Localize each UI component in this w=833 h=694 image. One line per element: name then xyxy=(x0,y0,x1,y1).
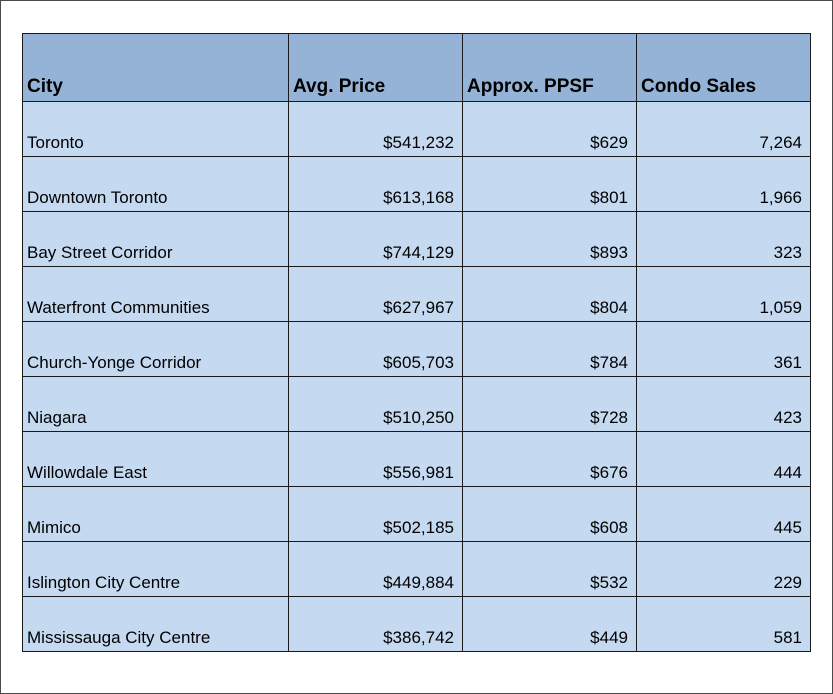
table-row xyxy=(23,212,811,267)
city-cell: Mimico xyxy=(23,487,289,542)
city-cell: Downtown Toronto xyxy=(23,157,289,212)
city-cell: Niagara xyxy=(23,377,289,432)
approx-ppsf-cell: $449 xyxy=(463,597,637,652)
table-row xyxy=(23,432,811,487)
condo-sales-cell: 423 xyxy=(637,377,811,432)
avg-price-cell: $605,703 xyxy=(289,322,463,377)
approx-ppsf-cell: $608 xyxy=(463,487,637,542)
approx-ppsf-cell: $784 xyxy=(463,322,637,377)
condo-sales-cell: 1,059 xyxy=(637,267,811,322)
condo-sales-cell: 323 xyxy=(637,212,811,267)
table-row xyxy=(23,157,811,212)
avg-price-cell: $386,742 xyxy=(289,597,463,652)
condo-sales-cell: 1,966 xyxy=(637,157,811,212)
table-row xyxy=(23,377,811,432)
condo-sales-cell: 7,264 xyxy=(637,102,811,157)
city-cell: Mississauga City Centre xyxy=(23,597,289,652)
avg-price-cell: $627,967 xyxy=(289,267,463,322)
avg-price-cell: $556,981 xyxy=(289,432,463,487)
column-header-city: City xyxy=(23,34,289,102)
approx-ppsf-cell: $801 xyxy=(463,157,637,212)
condo-sales-cell: 229 xyxy=(637,542,811,597)
avg-price-cell: $744,129 xyxy=(289,212,463,267)
avg-price-cell: $541,232 xyxy=(289,102,463,157)
approx-ppsf-cell: $804 xyxy=(463,267,637,322)
condo-sales-cell: 581 xyxy=(637,597,811,652)
table-row xyxy=(23,267,811,322)
approx-ppsf-cell: $629 xyxy=(463,102,637,157)
avg-price-cell: $449,884 xyxy=(289,542,463,597)
city-cell: Waterfront Communities xyxy=(23,267,289,322)
condo-sales-table xyxy=(22,33,811,652)
approx-ppsf-cell: $893 xyxy=(463,212,637,267)
avg-price-cell: $510,250 xyxy=(289,377,463,432)
avg-price-cell: $613,168 xyxy=(289,157,463,212)
table-body xyxy=(23,102,811,652)
condo-sales-cell: 444 xyxy=(637,432,811,487)
city-cell: Islington City Centre xyxy=(23,542,289,597)
column-header-avg-price: Avg. Price xyxy=(289,34,463,102)
city-cell: Bay Street Corridor xyxy=(23,212,289,267)
approx-ppsf-cell: $728 xyxy=(463,377,637,432)
city-cell: Willowdale East xyxy=(23,432,289,487)
column-header-condo-sales: Condo Sales xyxy=(637,34,811,102)
table-header-row xyxy=(23,34,811,102)
table-row xyxy=(23,542,811,597)
approx-ppsf-cell: $532 xyxy=(463,542,637,597)
avg-price-cell: $502,185 xyxy=(289,487,463,542)
column-header-approx-ppsf: Approx. PPSF xyxy=(463,34,637,102)
city-cell: Toronto xyxy=(23,102,289,157)
table-row xyxy=(23,487,811,542)
table-row xyxy=(23,597,811,652)
table-row xyxy=(23,102,811,157)
city-cell: Church-Yonge Corridor xyxy=(23,322,289,377)
condo-sales-cell: 361 xyxy=(637,322,811,377)
approx-ppsf-cell: $676 xyxy=(463,432,637,487)
table-row xyxy=(23,322,811,377)
condo-sales-cell: 445 xyxy=(637,487,811,542)
